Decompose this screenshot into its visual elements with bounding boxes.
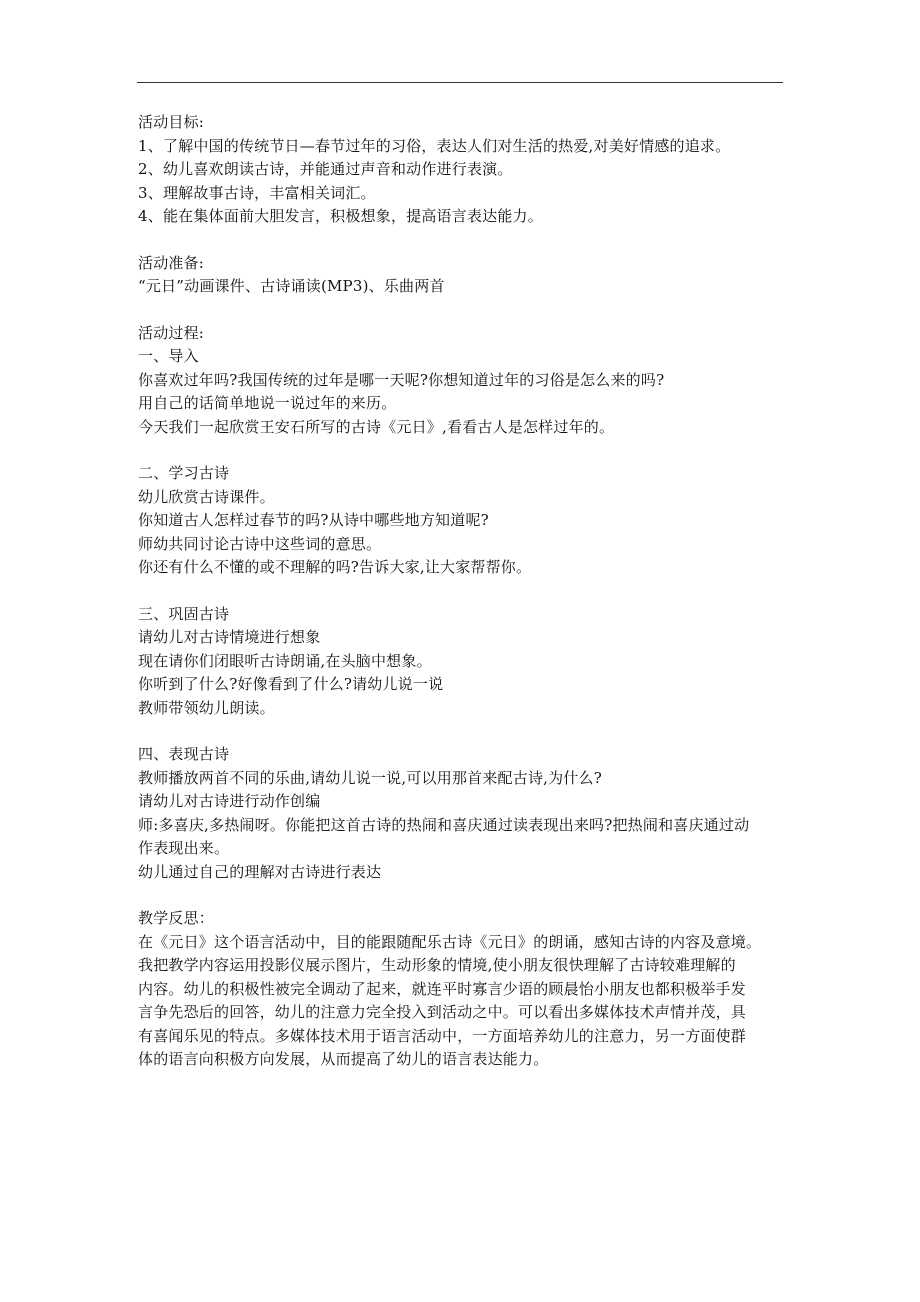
step-title-perform: 四、表现古诗: [138, 745, 230, 763]
step-line: 你喜欢过年吗?我国传统的过年是哪一天呢?你想知道过年的习俗是怎么来的吗?: [138, 370, 665, 389]
step-title-consolidate: 三、巩固古诗: [138, 604, 230, 623]
process-heading: 活动过程:: [138, 323, 205, 342]
step-line: 用自己的话简单地说一说过年的来历。: [138, 394, 397, 412]
step-line: 作表现出来。: [138, 839, 230, 857]
step-line: 师幼共同讨论古诗中这些词的意思。: [138, 534, 382, 553]
reflection-line: 我把教学内容运用投影仪展示图片，生动形象的情境,使小朋友很快理解了古诗较难理解的: [138, 956, 736, 974]
step-line: 你还有什么不懂的或不理解的吗?告诉大家,让大家帮帮你。: [138, 558, 532, 576]
step-line: 师:多喜庆,多热闹呀。你能把这首古诗的热闹和喜庆通过读表现出来吗?把热闹和喜庆通过动: [138, 815, 750, 834]
step-line: 教师带领幼儿朗读。: [138, 698, 275, 717]
step-line: 今天我们一起欣赏王安石所写的古诗《元日》,看看古人是怎样过年的。: [138, 417, 615, 436]
prep-heading: 活动准备:: [138, 253, 205, 272]
reflection-section: [138, 907, 786, 1072]
header-rule: [137, 82, 783, 83]
reflection-line: 在《元日》这个语言活动中，目的能跟随配乐古诗《元日》的朗诵，感知古诗的内容及意境。: [138, 932, 762, 951]
document-body: [138, 111, 786, 1072]
step-title-learn: 二、学习古诗: [138, 464, 230, 482]
goal-item: 3、理解故事古诗，丰富相关词汇。: [138, 183, 376, 202]
step-line: 教师播放两首不同的乐曲,请幼儿说一说,可以用那首来配古诗,为什么?: [138, 768, 602, 787]
step-line: 你知道古人怎样过春节的吗?从诗中哪些地方知道呢?: [138, 511, 489, 529]
reflection-line: 体的语言向积极方向发展，从而提高了幼儿的语言表达能力。: [138, 1050, 549, 1068]
step-line: 现在请你们闭眼听古诗朗诵,在头脑中想象。: [138, 651, 432, 670]
goals-heading: 活动目标:: [138, 113, 205, 131]
reflection-line: 言争先恐后的回答，幼儿的注意力完全投入到活动之中。可以看出多媒体技术声情并茂，具: [138, 1003, 747, 1021]
step-line: 幼儿通过自己的理解对古诗进行表达: [138, 862, 382, 881]
process-section: [138, 322, 786, 885]
reflection-heading: 教学反思：: [138, 909, 215, 927]
goal-item: 1、了解中国的传统节日—春节过年的习俗，表达人们对生活的热爱,对美好情感的追求。: [138, 136, 731, 155]
step-line: 你听到了什么?好像看到了什么?请幼儿说一说: [138, 675, 444, 693]
prep-section: [138, 252, 786, 299]
reflection-line: 内容。幼儿的积极性被完全调动了起来，就连平时寡言少语的顾晨怡小朋友也都积极举手发: [138, 979, 747, 998]
step-line: 幼儿欣赏古诗课件。: [138, 487, 275, 506]
prep-text: “元日”动画课件、古诗诵读(MP3)、乐曲两首: [138, 277, 445, 295]
step-line: 请幼儿对古诗情境进行想象: [138, 628, 321, 646]
goals-section: [138, 111, 786, 229]
step-line: 请幼儿对古诗进行动作创编: [138, 792, 321, 810]
step-title-intro: 一、导入: [138, 347, 199, 365]
goal-item: 2、幼儿喜欢朗读古诗，并能通过声音和动作进行表演。: [138, 160, 513, 178]
goal-item: 4、能在集体面前大胆发言，积极想象，提高语言表达能力。: [138, 207, 543, 225]
reflection-line: 有喜闻乐见的特点。多媒体技术用于语言活动中，一方面培养幼儿的注意力，另一方面使群: [138, 1026, 747, 1045]
